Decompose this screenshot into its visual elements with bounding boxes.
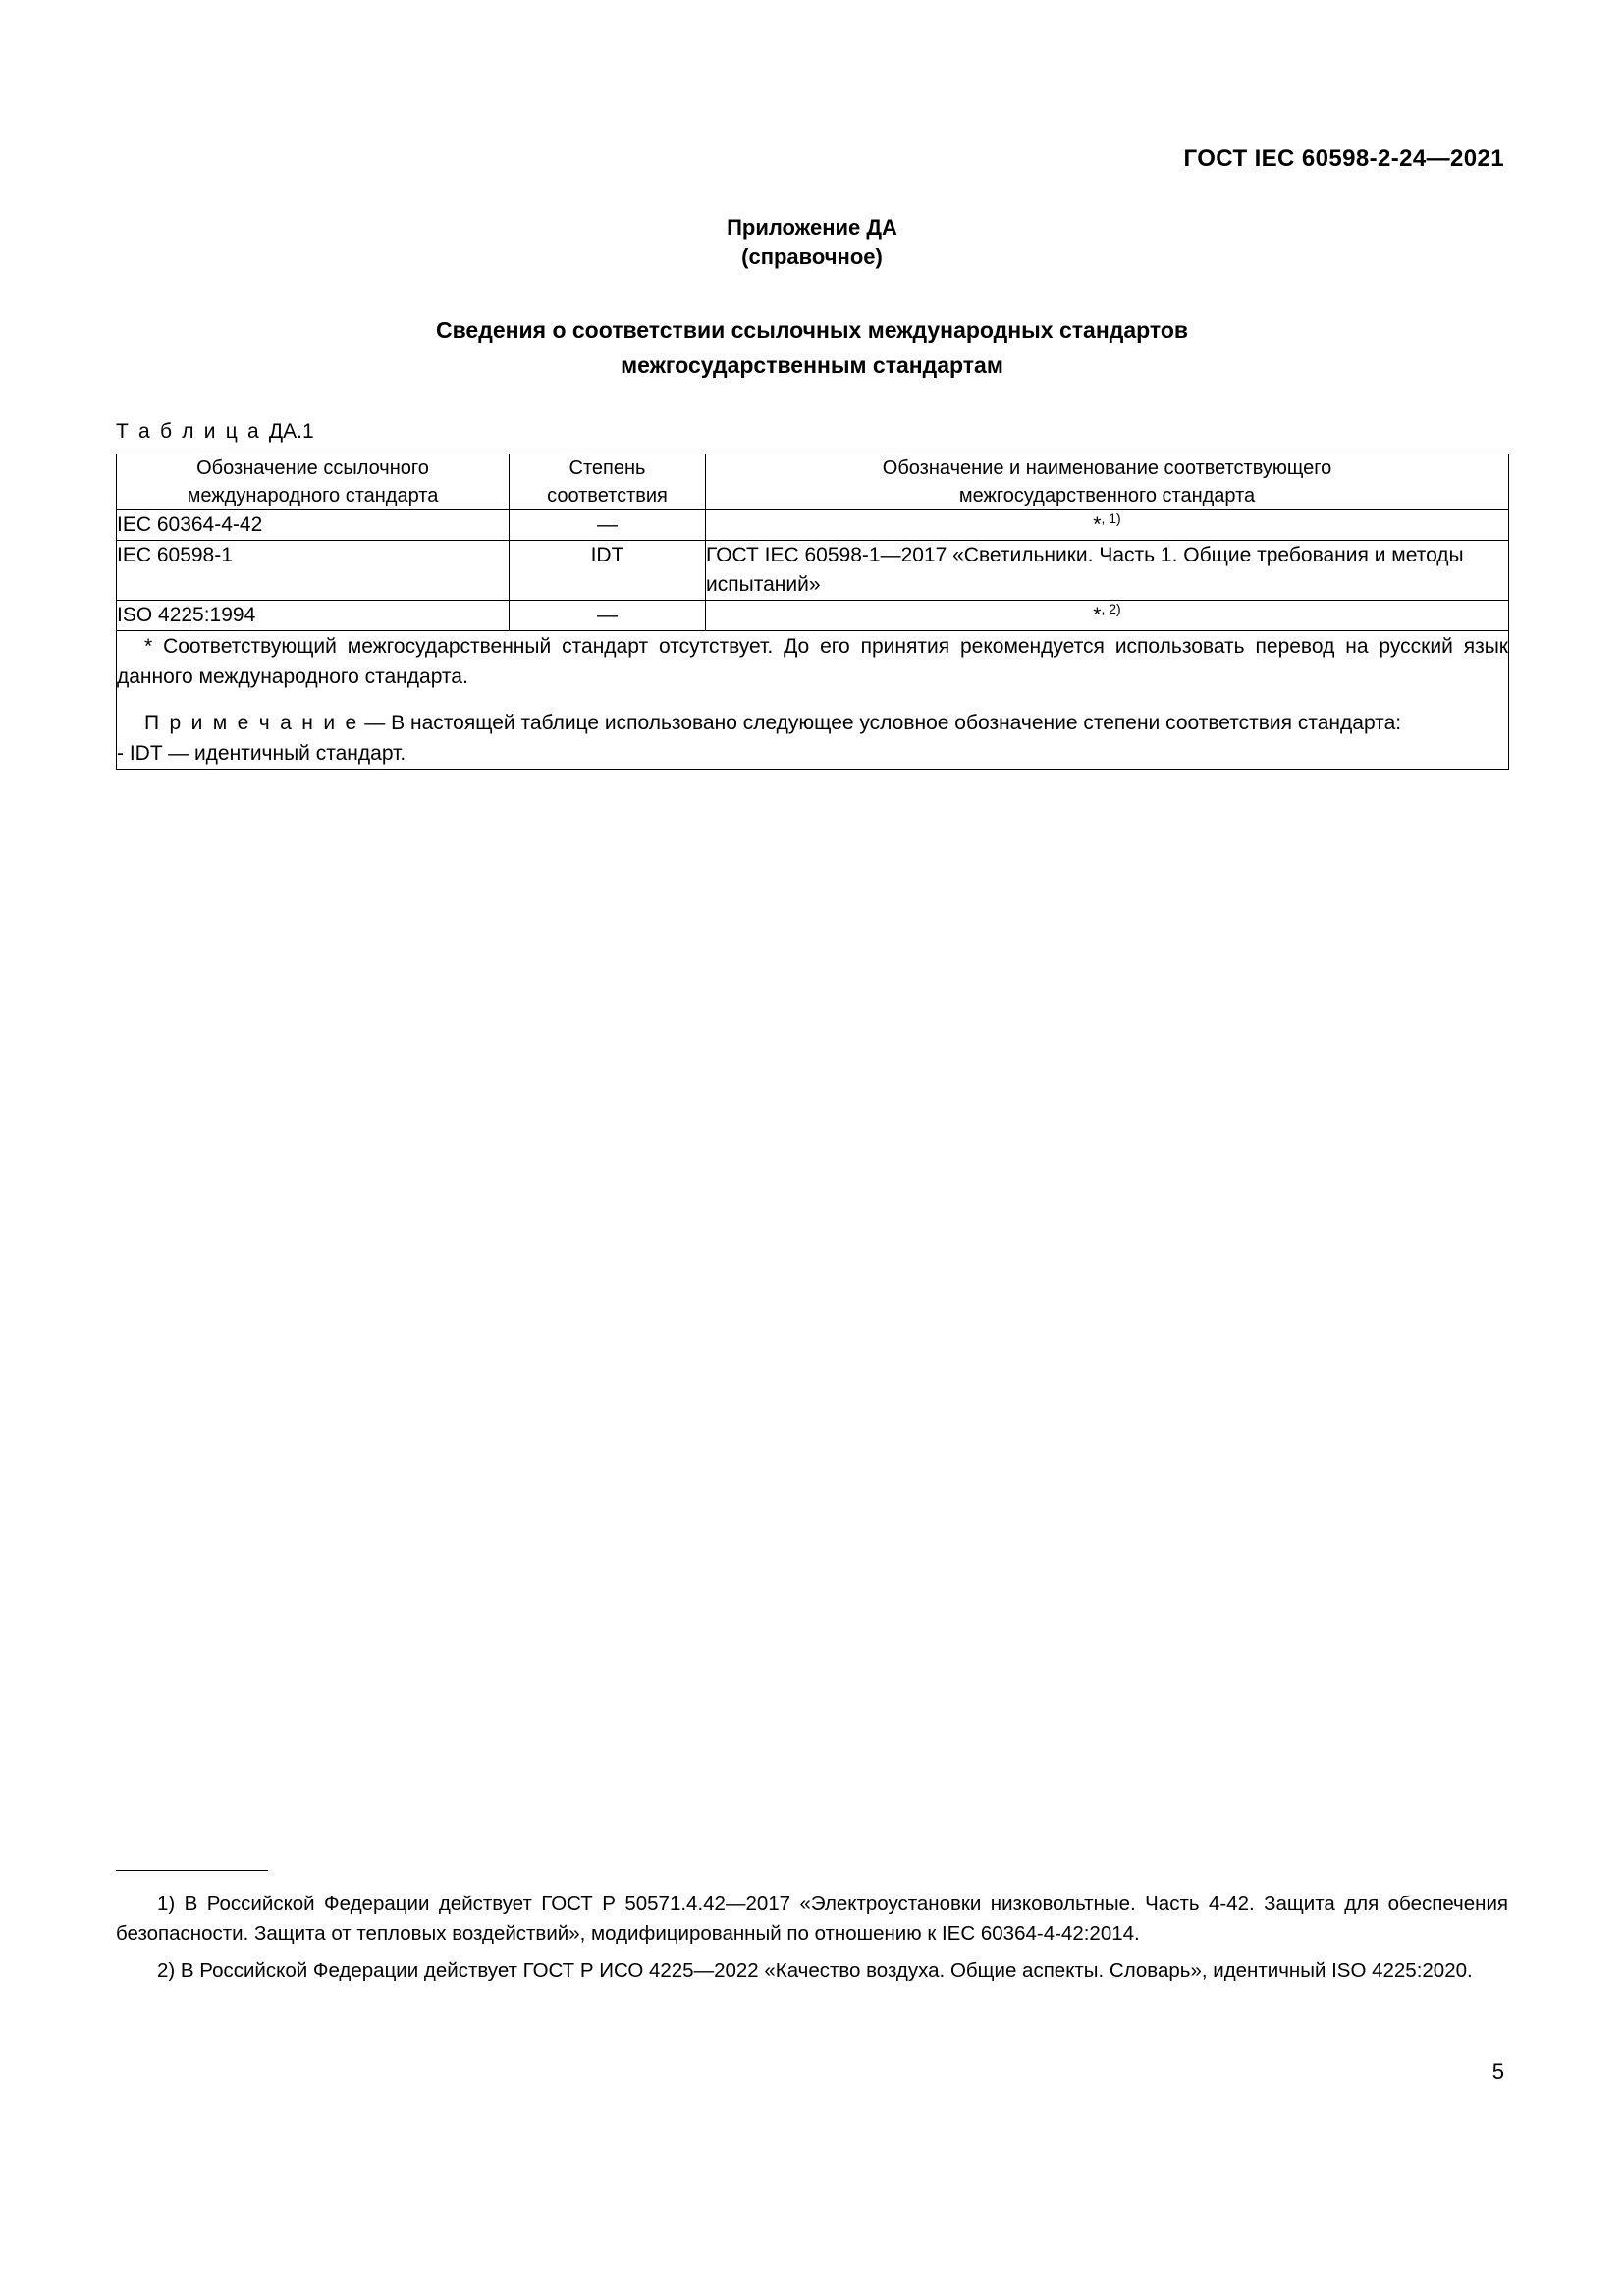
- table-note-label: П р и м е ч а н и е: [144, 712, 359, 734]
- table-header-degree: [510, 454, 706, 510]
- header-col3-line1: Обозначение и наименование соответствующего: [882, 457, 1332, 479]
- header-col3-line2: межгосударственного стандарта: [958, 485, 1256, 507]
- page-number: 5: [1491, 2059, 1504, 2084]
- table-header-row: [117, 454, 1509, 510]
- footnote-2: 2) В Российской Федерации действует ГОСТ Р ИСО 4225—2022 «Качество воздуха. Общие аспекты. Словарь», идентичный ISO 4225:2020.: [157, 1959, 1473, 1982]
- table-row: [117, 541, 1509, 601]
- cell-degree: —: [510, 601, 706, 631]
- annex-title: Приложение ДА: [727, 215, 897, 240]
- header-col1-line1: Обозначение ссылочного: [196, 457, 429, 479]
- header-col2-line1: Степень: [568, 457, 646, 479]
- table-row: [117, 510, 1509, 541]
- table-note-body: — В настоящей таблице использовано следующее условное обозначение степени соответствия стандарта:: [358, 712, 1402, 734]
- footnote-area: [116, 1890, 1508, 1994]
- footnote-asterisk: *: [1093, 604, 1102, 626]
- annex-heading-line1: Сведения о соответствии ссылочных международных стандартов: [435, 317, 1189, 343]
- header-col1-line2: международного стандарта: [187, 485, 439, 507]
- table-note-asterisk: * Соответствующий межгосударственный стандарт отсутствует. До его принятия рекомендуется использовать перевод на русский язык данного международного стандарта.: [117, 635, 1508, 688]
- footnote-1: 1) В Российской Федерации действует ГОСТ Р 50571.4.42—2017 «Электроустановки низковольтные. Часть 4-42. Защита для обеспечения безопасности. Защита от тепловых воздействий», модифицированный по отношению к IEC 60364-4-42:2014.: [116, 1893, 1508, 1945]
- cell-reference-standard: IEC 60364-4-42: [117, 510, 510, 541]
- cell-equivalent-standard: [706, 510, 1509, 541]
- footnote-separator: [116, 1870, 268, 1871]
- annex-heading-line2: межгосударственным стандартам: [621, 352, 1003, 378]
- page-header-standard-id: ГОСТ IEC 60598-2-24—2021: [1183, 145, 1504, 172]
- annex-subtitle: (справочное): [741, 244, 883, 269]
- cell-reference-standard: ISO 4225:1994: [117, 601, 510, 631]
- table-header-reference-standard: [117, 454, 510, 510]
- correspondence-table: [116, 454, 1509, 770]
- cell-equivalent-standard: [706, 601, 1509, 631]
- table-caption-label: Т а б л и ц а: [116, 420, 261, 443]
- footnote-marker: , 2): [1101, 601, 1121, 616]
- table-notes-row: [117, 631, 1509, 770]
- cell-degree: —: [510, 510, 706, 541]
- table-caption-number: ДА.1: [268, 420, 314, 443]
- table-note-item: - IDT — идентичный стандарт.: [117, 742, 406, 765]
- cell-equivalent-standard: ГОСТ IEC 60598-1—2017 «Светильники. Часть 1. Общие требования и методы испытаний»: [706, 541, 1509, 601]
- table-row: [117, 601, 1509, 631]
- cell-reference-standard: IEC 60598-1: [117, 541, 510, 601]
- cell-degree: IDT: [510, 541, 706, 601]
- footnote-asterisk: *: [1093, 513, 1102, 536]
- footnote-marker: , 1): [1101, 510, 1121, 526]
- table-note-primechanie: [117, 708, 1508, 738]
- table-caption: [116, 420, 314, 444]
- table-header-equivalent-standard: [706, 454, 1509, 510]
- table-notes: [117, 631, 1509, 770]
- annex-heading: [0, 312, 1624, 383]
- header-col2-line2: соответствия: [547, 485, 668, 507]
